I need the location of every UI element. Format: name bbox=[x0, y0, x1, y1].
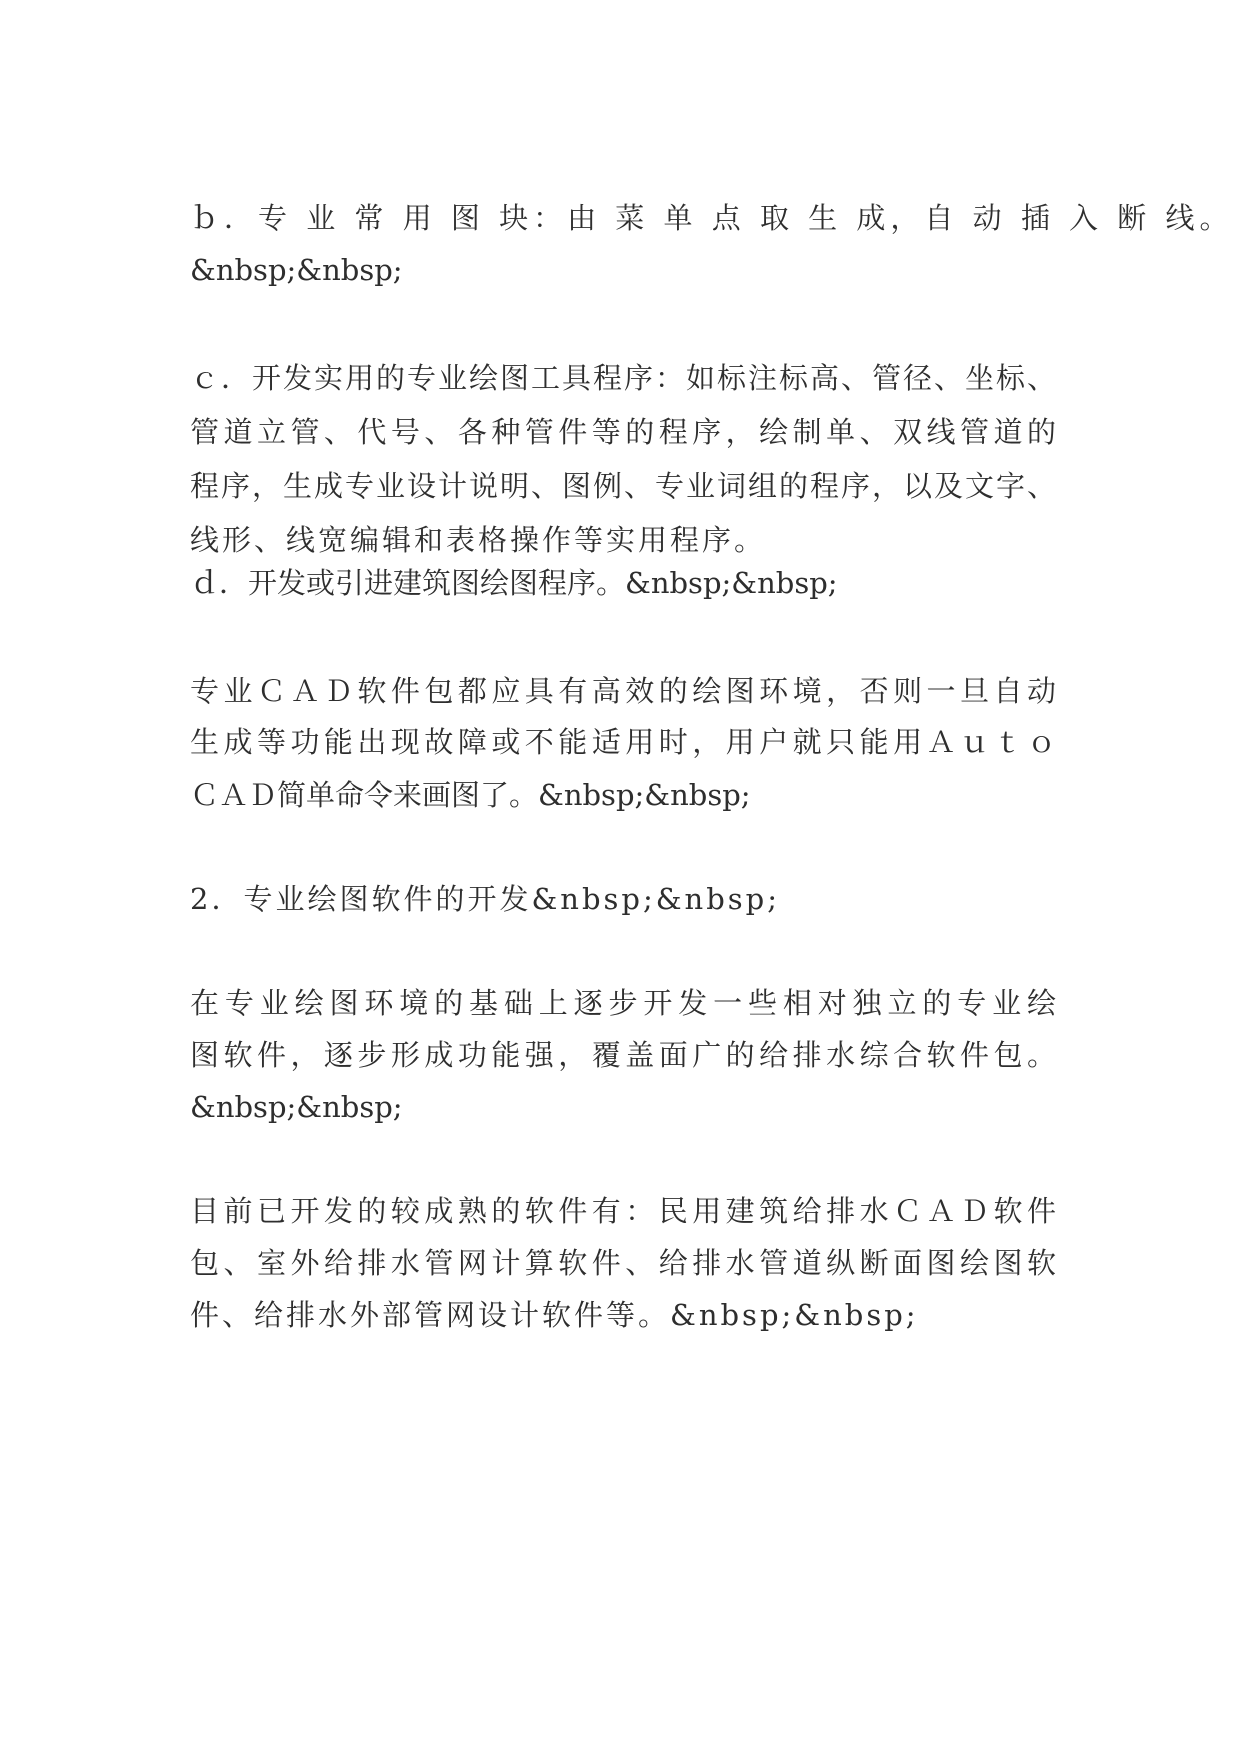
paragraph-section-2-body-line-3: &nbsp;&nbsp; bbox=[190, 1090, 403, 1124]
paragraph-item-c-line-4: 线形、线宽编辑和表格操作等实用程序。 bbox=[190, 523, 767, 557]
paragraph-cad-environment-line-1: 专业ＣＡＤ软件包都应具有高效的绘图环境，否则一旦自动 bbox=[190, 674, 1056, 708]
paragraph-cad-environment-line-2: 生成等功能出现故障或不能适用时，用户就只能用Ａｕｔｏ bbox=[190, 725, 1056, 759]
paragraph-cad-environment-line-3: ＣＡＤ简单命令来画图了。&nbsp;&nbsp; bbox=[190, 778, 751, 812]
paragraph-developed-software-line-1: 目前已开发的较成熟的软件有：民用建筑给排水ＣＡＤ软件 bbox=[190, 1194, 1056, 1228]
paragraph-item-c-line-3: 程序，生成专业设计说明、图例、专业词组的程序，以及文字、 bbox=[190, 469, 1056, 503]
paragraph-item-c-line-2: 管道立管、代号、各种管件等的程序，绘制单、双线管道的 bbox=[190, 415, 1056, 449]
paragraph-item-d-line-1: ｄ．开发或引进建筑图绘图程序。&nbsp;&nbsp; bbox=[190, 566, 838, 600]
paragraph-section-2-body-line-1: 在专业绘图环境的基础上逐步开发一些相对独立的专业绘 bbox=[190, 986, 1056, 1020]
paragraph-item-b-line-1: ｂ．专 业 常 用 图 块：由 菜 单 点 取 生 成，自 动 插 入 断 线。 bbox=[190, 201, 1234, 235]
section-2-heading: 2．专业绘图软件的开发&nbsp;&nbsp; bbox=[190, 882, 780, 916]
paragraph-developed-software-line-2: 包、室外给排水管网计算软件、给排水管道纵断面图绘图软 bbox=[190, 1246, 1056, 1280]
paragraph-item-b-line-2: &nbsp;&nbsp; bbox=[190, 253, 403, 287]
paragraph-section-2-body-line-2: 图软件，逐步形成功能强，覆盖面广的给排水综合软件包。 bbox=[190, 1038, 1056, 1072]
paragraph-item-c-line-1: ｃ．开发实用的专业绘图工具程序：如标注标高、管径、坐标、 bbox=[190, 361, 1056, 395]
paragraph-developed-software-line-3: 件、给排水外部管网设计软件等。&nbsp;&nbsp; bbox=[190, 1298, 919, 1332]
